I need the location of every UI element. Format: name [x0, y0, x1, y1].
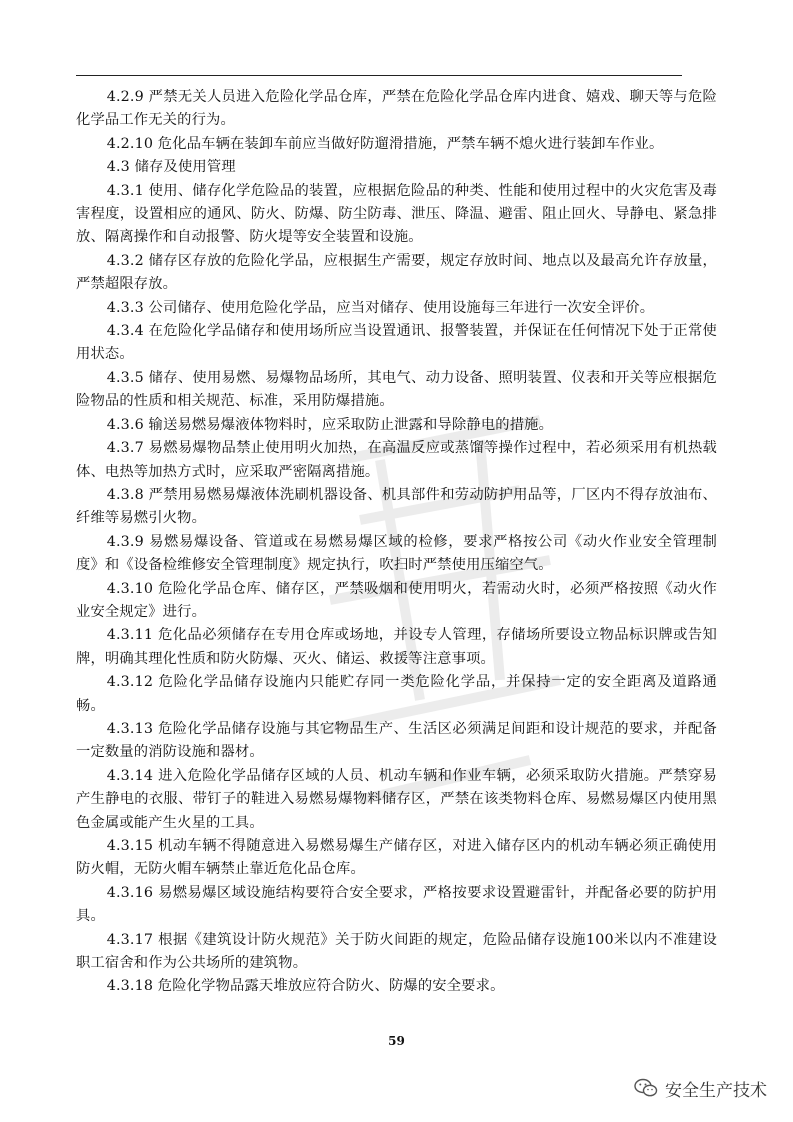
paragraph-4-3-7: 4.3.7 易燃易爆物品禁止使用明火加热，在高温反应或蒸馏等操作过程中，若必须采用有机热载体、电热等加热方式时，应采取严密隔离措施。 [76, 440, 717, 480]
paragraph-4-2-9: 4.2.9 严禁无关人员进入危险化学品仓库，严禁在危险化学品仓库内进食、嬉戏、聊天等与危险化学品工作无关的行为。 [76, 89, 717, 129]
page-number: 59 [388, 1034, 405, 1048]
paragraph-4-3-5: 4.3.5 储存、使用易燃、易爆物品场所，其电气、动力设备、照明装置、仪表和开关等应根据危险物品的性质和相关规范、标准，采用防爆措施。 [76, 369, 717, 410]
paragraph-4-3-15: 4.3.15 机动车辆不得随意进入易燃易爆生产储存区，对进入储存区内的机动车辆必须正确使用防火帽，无防火帽车辆禁止靠近危化品仓库。 [76, 838, 717, 878]
paragraph-4-3-6: 4.3.6 输送易燃易爆液体物料时，应采取防止泄露和导除静电的措施。 [106, 416, 554, 433]
section-heading-4-3: 4.3 储存及使用管理 [106, 159, 236, 176]
brand-name: 安全生产技术 [665, 1080, 767, 1101]
paragraph-4-3-2: 4.3.2 储存区存放的危险化学品，应根据生产需要，规定存放时间、地点以及最高允许存放量，严禁超限存放。 [76, 252, 717, 293]
paragraph-4-3-18: 4.3.18 危险化学物品露天堆放应符合防火、防爆的安全要求。 [106, 978, 505, 995]
paragraph-4-2-10: 4.2.10 危化品车辆在装卸车前应当做好防遛滑措施，严禁车辆不熄火进行装卸车作业。 [106, 135, 664, 152]
paragraph-4-3-10: 4.3.10 危险化学品仓库、储存区，严禁吸烟和使用明火，若需动火时，必须严格按照《动火作业安全规定》进行。 [76, 580, 717, 620]
header-rule [76, 75, 682, 76]
paragraph-4-3-3: 4.3.3 公司储存、使用危险化学品，应当对储存、使用设施每三年进行一次安全评价。 [106, 299, 655, 316]
paragraph-4-3-12: 4.3.12 危险化学品储存设施内只能贮存同一类危险化学品，并保持一定的安全距离及道路通畅。 [76, 674, 717, 714]
paragraph-4-3-16: 4.3.16 易燃易爆区域设施结构要符合安全要求，严格按要求设置避雷针，并配备必要的防护用具。 [76, 884, 717, 925]
paragraph-4-3-11: 4.3.11 危化品必须储存在专用仓库或场地，并设专人管理，存储场所要设立物品标识牌或告知牌，明确其理化性质和防火防爆、灭火、储运、救援等注意事项。 [76, 627, 717, 667]
paragraph-4-3-17: 4.3.17 根据《建筑设计防火规范》关于防火间距的规定，危险品储存设施100米以内不准建设职工宿舍和作为公共场所的建筑物。 [76, 931, 717, 972]
paragraph-4-3-4: 4.3.4 在危险化学品储存和使用场所应当设置通讯、报警装置，并保证在任何情况下处于正常使用状态。 [76, 323, 717, 363]
document-body [76, 86, 717, 999]
brand-watermark [634, 1076, 767, 1100]
paragraph-4-3-9: 4.3.9 易燃易爆设备、管道或在易燃易爆区域的检修，要求严格按公司《动火作业安全管理制度》和《设备检维修安全管理制度》规定执行，吹扫时严禁使用压缩空气。 [76, 533, 717, 574]
paragraph-4-3-1: 4.3.1 使用、储存化学危险品的装置，应根据危险品的种类、性能和使用过程中的火灾危害及毒害程度，设置相应的通风、防火、防爆、防尘防毒、泄压、降温、避雷、阻止回火、导静电、紧急排放、隔离操作和自动报警、防火堤等安全装置和设施。 [76, 182, 717, 246]
paragraph-4-3-13: 4.3.13 危险化学品储存设施与其它物品生产、生活区必须满足间距和设计规范的要求，并配备一定数量的消防设施和器材。 [76, 720, 717, 761]
paragraph-4-3-14: 4.3.14 进入危险化学品储存区域的人员、机动车辆和作业车辆，必须采取防火措施。严禁穿易产生静电的衣服、带钉子的鞋进入易燃易爆物料储存区，严禁在该类物料仓库、易燃易爆区内使用黑色金属或能产生火星的工具。 [76, 767, 717, 831]
wechat-icon [634, 1078, 658, 1098]
paragraph-4-3-8: 4.3.8 严禁用易燃易爆液体洗刷机器设备、机具部件和劳动防护用品等，厂区内不得存放油布、纤维等易燃引火物。 [76, 486, 717, 527]
